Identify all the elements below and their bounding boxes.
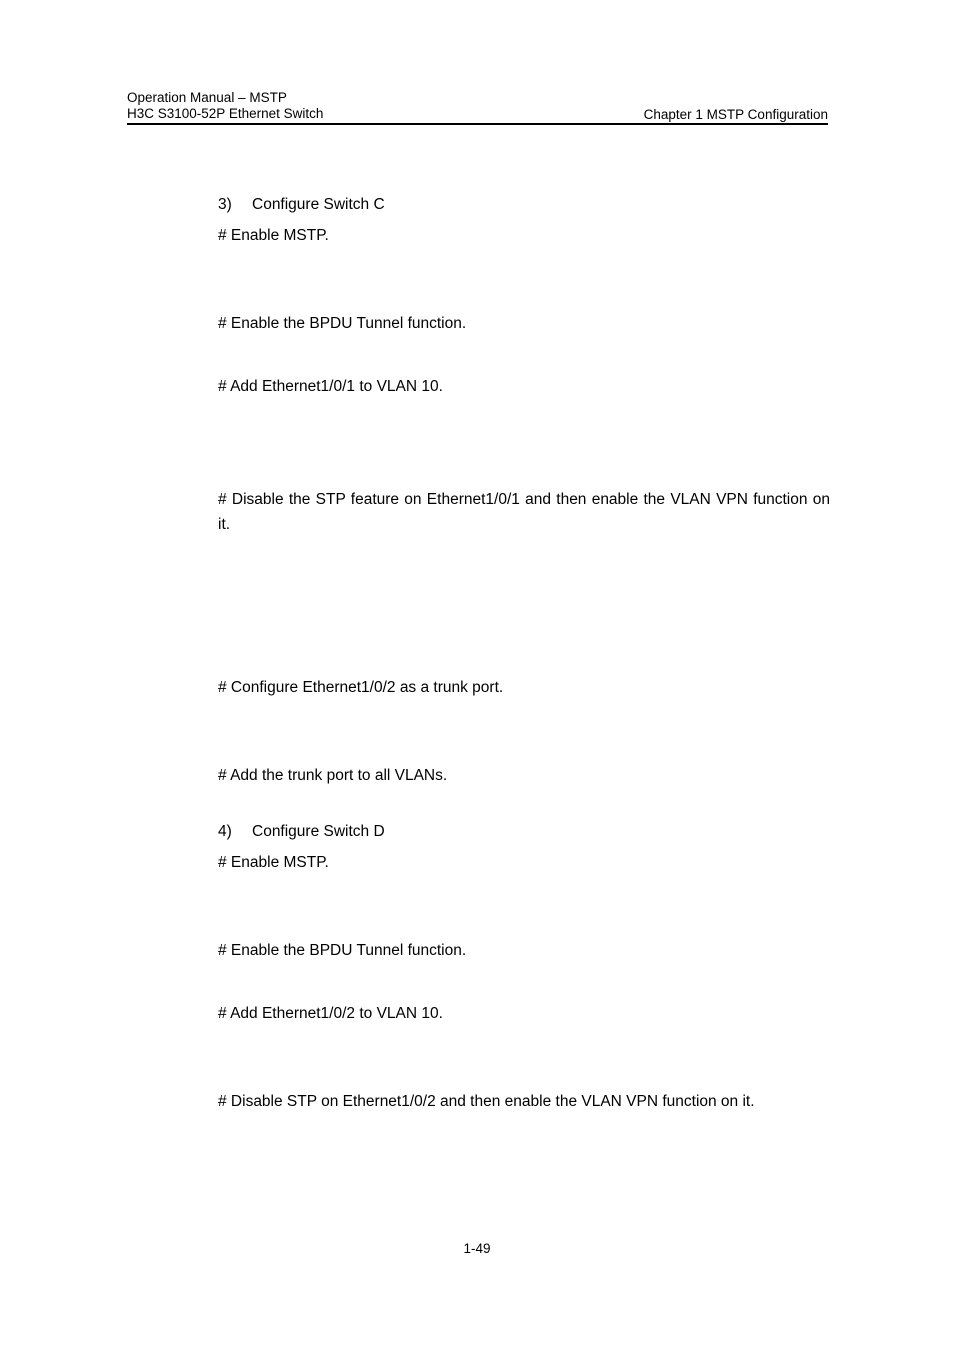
switch-c-add-port-to-vlan: # Add Ethernet1/0/1 to VLAN 10. bbox=[218, 378, 443, 395]
step-configure-switch-d bbox=[218, 819, 385, 844]
switch-d-add-port-to-vlan: # Add Ethernet1/0/2 to VLAN 10. bbox=[218, 1005, 443, 1022]
switch-d-enable-bpdu-tunnel: # Enable the BPDU Tunnel function. bbox=[218, 942, 467, 959]
step-configure-switch-c bbox=[218, 192, 385, 217]
step-label: Configure Switch D bbox=[252, 823, 385, 840]
switch-c-enable-bpdu-tunnel: # Enable the BPDU Tunnel function. bbox=[218, 315, 467, 332]
switch-d-enable-mstp: # Enable MSTP. bbox=[218, 854, 329, 871]
step-label: Configure Switch C bbox=[252, 196, 385, 213]
chapter-title: Chapter 1 MSTP Configuration bbox=[643, 107, 828, 122]
step-number: 3) bbox=[218, 196, 232, 213]
page-number: 1-49 bbox=[463, 1241, 491, 1256]
step-number: 4) bbox=[218, 823, 232, 840]
switch-c-add-trunk-to-vlans: # Add the trunk port to all VLANs. bbox=[218, 767, 448, 784]
manual-title-line-1: Operation Manual – MSTP bbox=[127, 90, 287, 105]
switch-c-configure-trunk-port: # Configure Ethernet1/0/2 as a trunk port. bbox=[218, 679, 504, 696]
manual-title-line-2: H3C S3100-52P Ethernet Switch bbox=[127, 106, 324, 121]
manual-title bbox=[127, 90, 323, 122]
page-header bbox=[127, 90, 828, 125]
switch-c-enable-mstp: # Enable MSTP. bbox=[218, 227, 329, 244]
switch-d-disable-stp: # Disable STP on Ethernet1/0/2 and then enable the VLAN VPN function on it. bbox=[218, 1093, 755, 1110]
switch-c-disable-stp: # Disable the STP feature on Ethernet1/0/1 and then enable the VLAN VPN function on it. bbox=[218, 491, 830, 533]
